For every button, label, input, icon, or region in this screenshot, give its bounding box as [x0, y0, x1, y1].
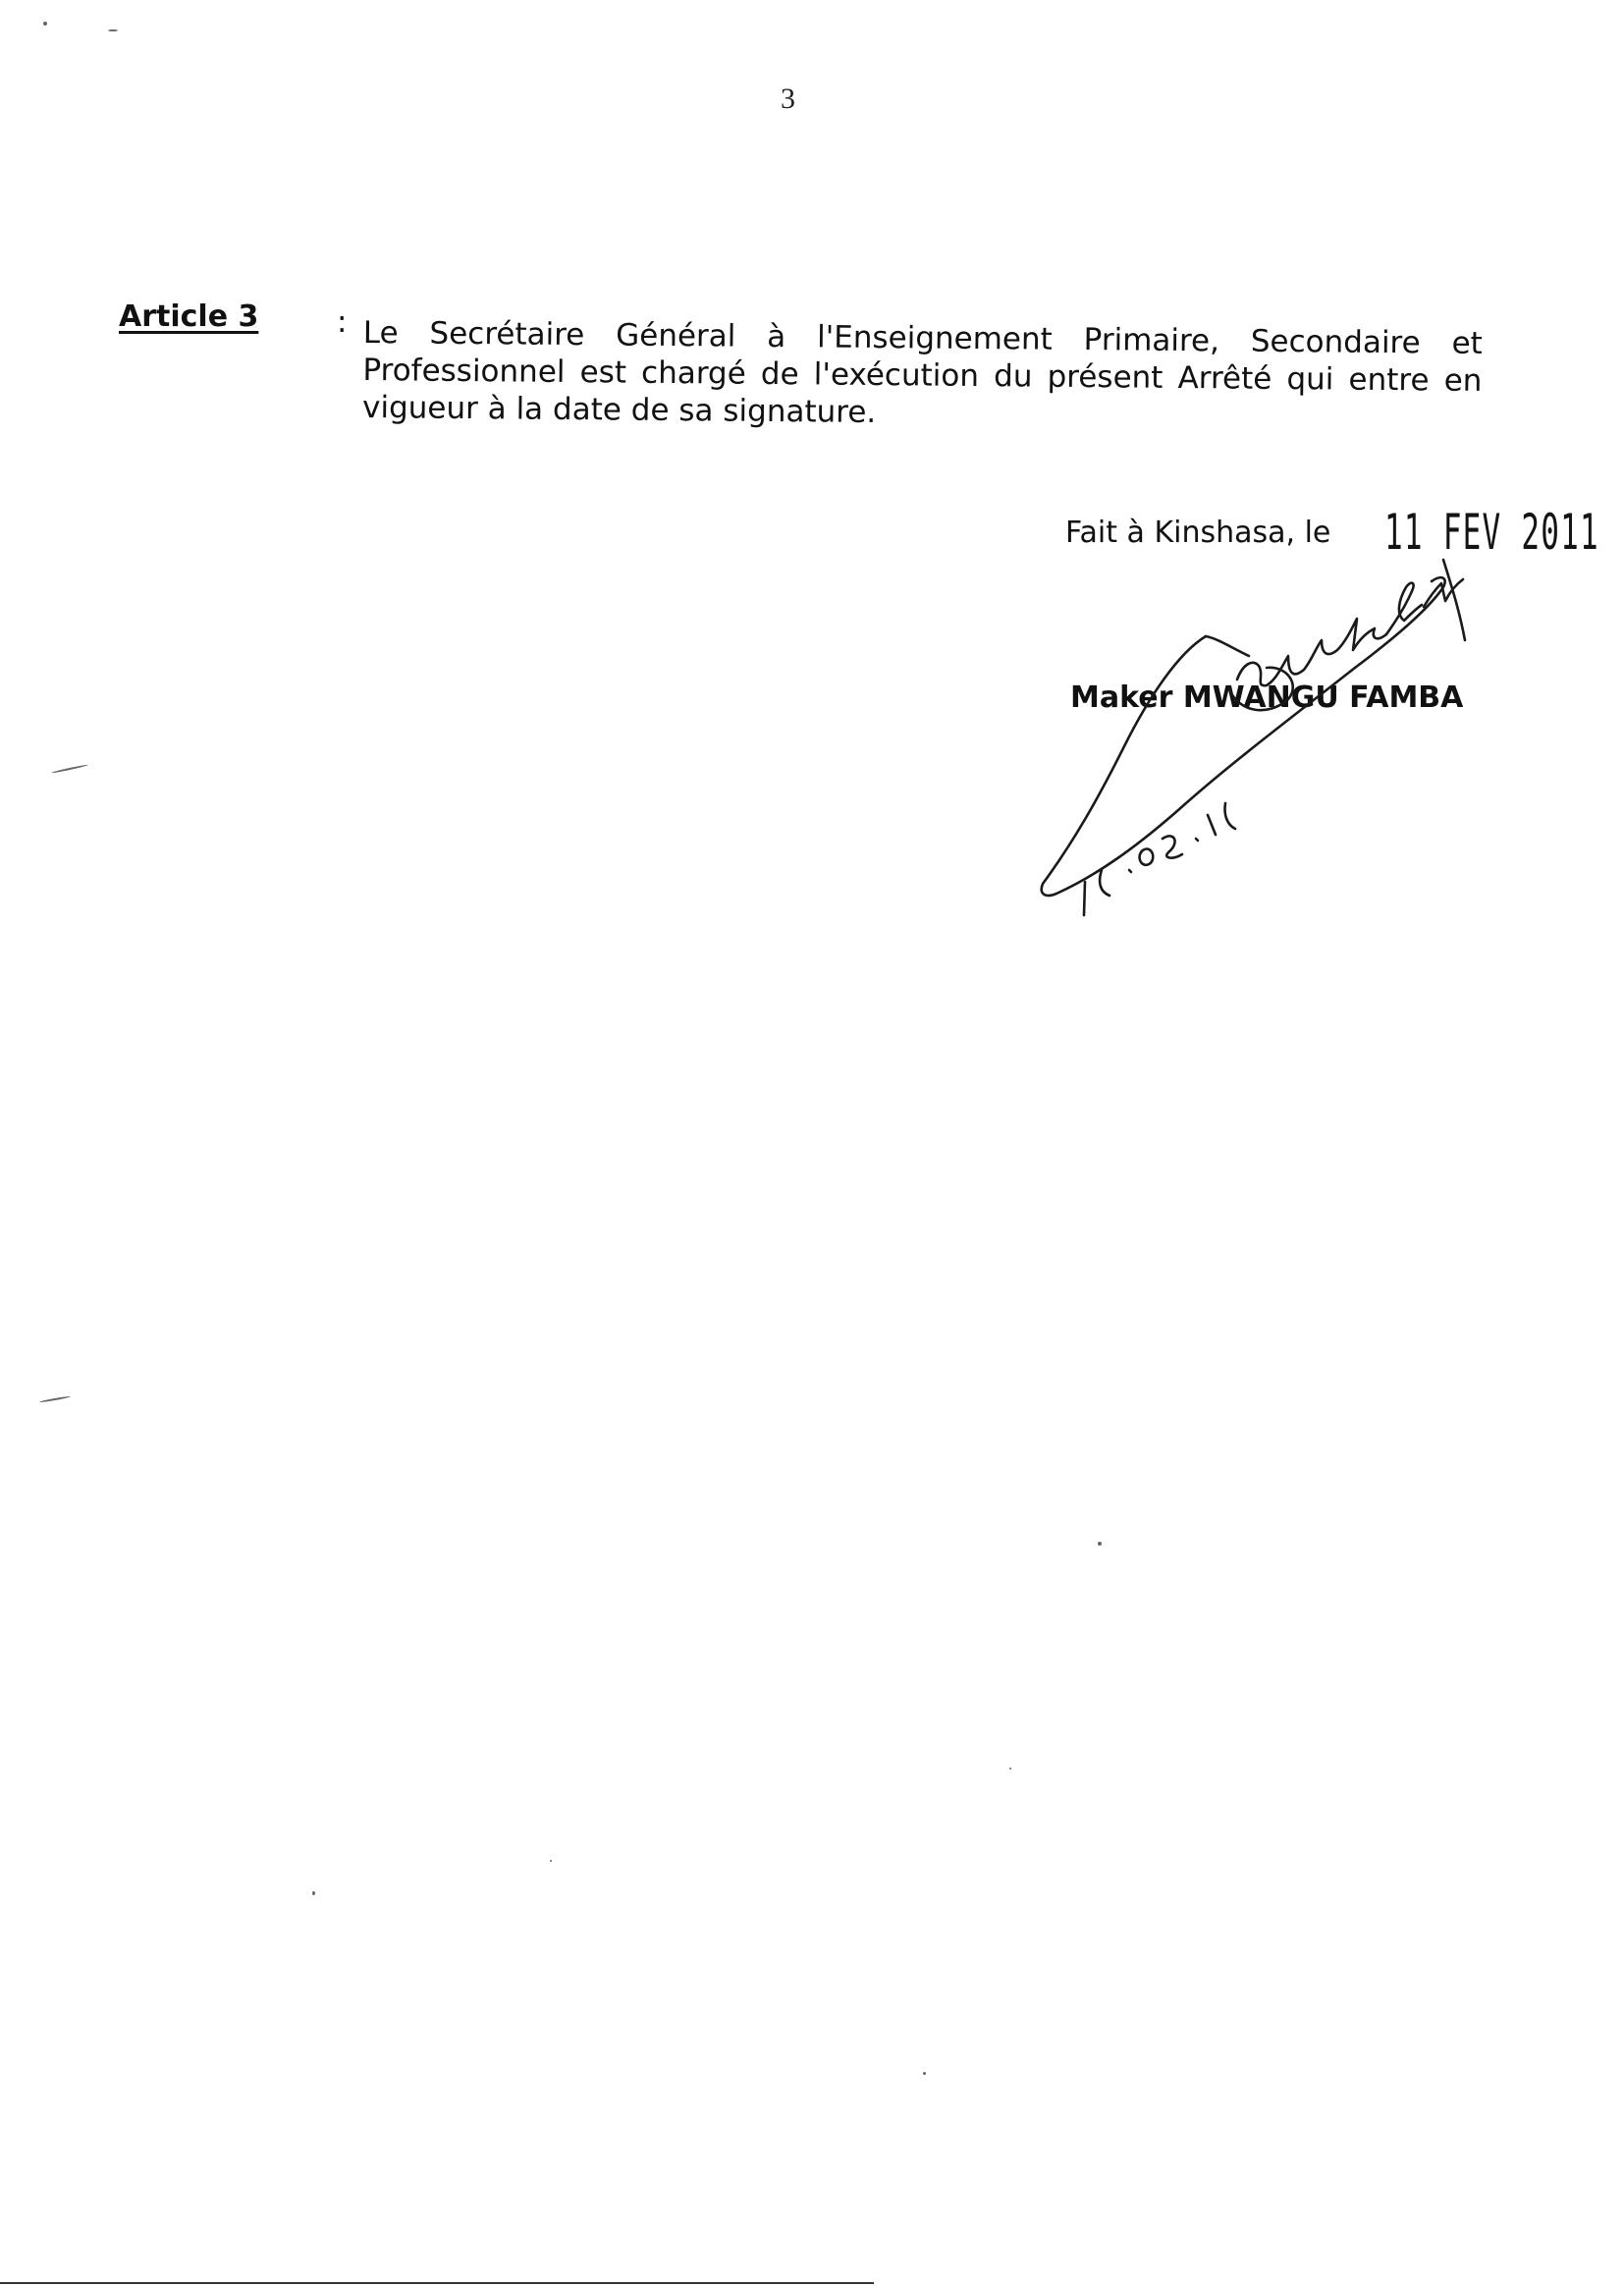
scan-speck — [1098, 1542, 1102, 1546]
article-colon: : — [337, 304, 348, 340]
scan-speck — [550, 1860, 552, 1862]
scan-speck — [1009, 1768, 1011, 1770]
bottom-rule — [0, 2282, 874, 2284]
scan-speck — [923, 2072, 926, 2075]
scan-speck — [108, 29, 118, 31]
article-label: Article 3 — [119, 299, 259, 334]
page-number: 3 — [781, 82, 795, 115]
stamped-date: 11 FEV 2011 — [1384, 504, 1599, 561]
scan-speck — [39, 1395, 71, 1403]
signatory-name: Maker MWANGU FAMBA — [1070, 681, 1464, 715]
scan-speck — [312, 1891, 315, 1895]
scan-speck — [51, 764, 88, 774]
handwritten-signature — [1031, 550, 1483, 943]
article-body-text: Le Secrétaire Général à l'Enseignement Primaire, Secondaire et Professionnel est chargé de l'exécution du présent Arrêté qui entre en vigueur à la date de sa signature. — [361, 314, 1483, 431]
scan-speck — [43, 22, 47, 26]
place-date-line: Fait à Kinshasa, le — [1065, 516, 1331, 550]
